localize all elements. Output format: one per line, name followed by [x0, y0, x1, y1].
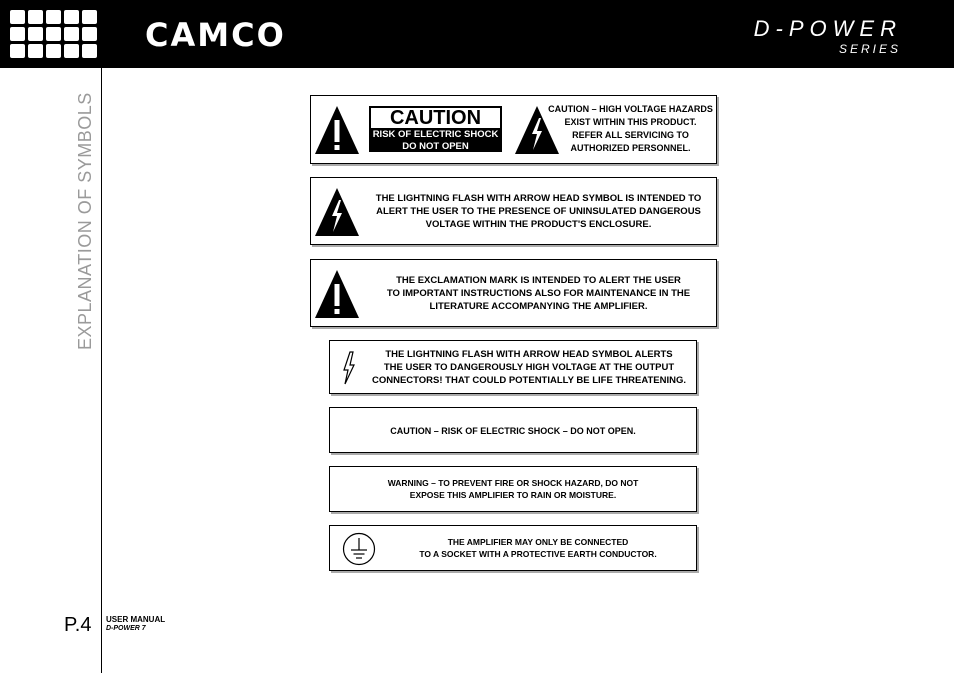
series-subtitle: SERIES [838, 42, 901, 56]
earth-notice-panel [329, 525, 697, 571]
lightning-symbol-panel [310, 177, 717, 245]
fire-warning-panel [329, 466, 697, 512]
brand-logo: CAMCO [145, 16, 286, 54]
section-title: EXPLANATION OF SYMBOLS [75, 92, 95, 350]
shock-notice-panel [329, 407, 697, 453]
sidebar-divider [101, 68, 102, 673]
page-header [0, 0, 954, 68]
manual-model: D-POWER 7 [106, 625, 146, 632]
output-voltage-text: THE LIGHTNING FLASH WITH ARROW HEAD SYMBOL ALERTS THE USER TO DANGEROUSLY HIGH VOLTAGE AT THE OUTPUT CONNECTORS! THAT COULD POTENTIALLY BE LIFE THREATENING. [371, 349, 687, 386]
caution-panel [310, 95, 717, 164]
fire-warning-text: WARNING – TO PREVENT FIRE OR SHOCK HAZARD, DO NOT EXPOSE THIS AMPLIFIER TO RAIN OR MOISTURE. [387, 478, 639, 500]
exclamation-symbol-text: THE EXCLAMATION MARK IS INTENDED TO ALERT THE USER TO IMPORTANT INSTRUCTIONS ALSO FOR MAINTENANCE IN THE LITERATURE ACCOMPANYING THE AMPLIFIER. [386, 275, 691, 312]
page-number: P.4 [64, 614, 92, 636]
series-title: D-POWER [753, 16, 902, 41]
protective-earth-icon [342, 532, 376, 566]
manual-label: USER MANUAL [106, 615, 166, 624]
earth-notice-text: THE AMPLIFIER MAY ONLY BE CONNECTED TO A SOCKET WITH A PROTECTIVE EARTH CONDUCTOR. [419, 537, 657, 559]
caution-badge [369, 106, 502, 152]
caution-panel-text: CAUTION – HIGH VOLTAGE HAZARDS EXIST WITHIN THIS PRODUCT. REFER ALL SERVICING TO AUTHORIZED PERSONNEL. [548, 104, 713, 153]
shock-notice-text: CAUTION – RISK OF ELECTRIC SHOCK – DO NOT OPEN. [390, 426, 636, 436]
output-voltage-panel [329, 340, 697, 394]
exclamation-triangle-icon [313, 104, 361, 156]
caution-badge-title: CAUTION [371, 108, 500, 128]
exclamation-triangle-icon [313, 268, 361, 320]
caution-badge-subtitle: RISK OF ELECTRIC SHOCK DO NOT OPEN [372, 129, 499, 152]
lightning-triangle-icon [313, 186, 361, 238]
lightning-bolt-icon [342, 351, 356, 385]
camco-logo-grid-icon [10, 10, 97, 58]
lightning-symbol-text: THE LIGHTNING FLASH WITH ARROW HEAD SYMBOL IS INTENDED TO ALERT THE USER TO THE PRESENCE OF UNINSULATED DANGEROUS VOLTAGE WITHIN THE PRODUCT'S ENCLOSURE. [375, 193, 702, 230]
exclamation-symbol-panel [310, 259, 717, 327]
